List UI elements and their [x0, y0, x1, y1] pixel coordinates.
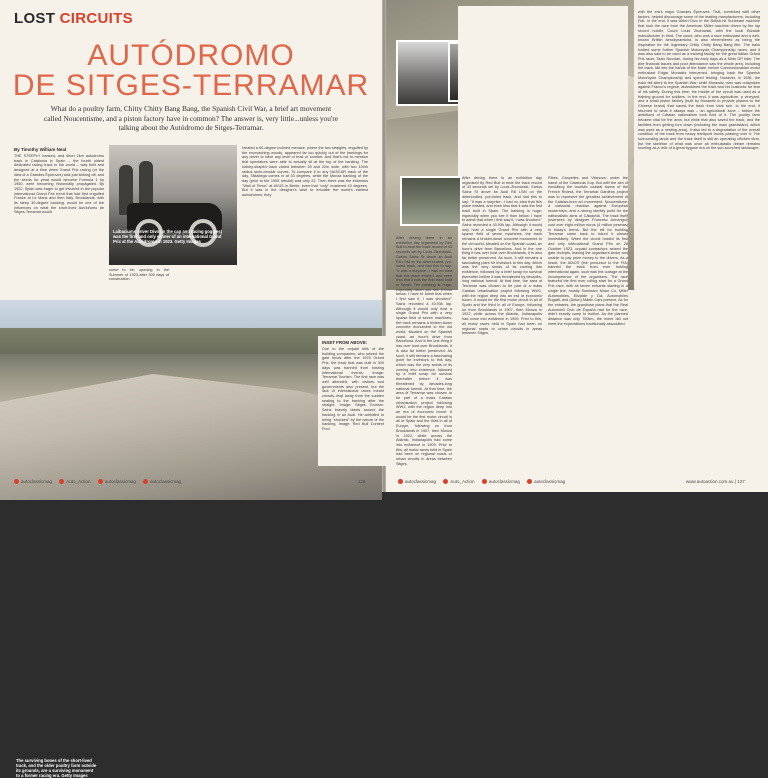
body-column-b: After driving there in an exhibition day organised by Red Bull to beat the track record of 43 seconds set by Louis Zborowski, Carlos Sainz Sr drove an Audi R8 LSM on the deteriorated, pot-holed track, and had this to say: "It was a surprise...I had no idea that this place existed, and even less that it was the first track built in Spain. The banking is huge, especially when you see it from below. I have to admit that when I first saw it, I was shocked." Sainz recorded a 43.93s lap. Although it would only host a single Grand Prix with a very sparse field of seven machines, the track remains a broken-down concrete monument to the old world, situated on the Spanish coast, an hour's drive from Barcelona. And in the one thing it has over host over Brooklands, it is also far better preserved. As such, it still remains a fascinating point for investors to this day, which was the very seeds of its coming into existence, followed by a brief scrap for survival thereafter before it was threatened by decades-long national turmoil. At that time, the area of Terramar was chosen to be part of a mass Catalan urbanisation project following WW1, with the region deep into an era of economic boom. It would be the first motor circuit in all of Spain and the third in all of Europe, following on from Brooklands in 1907, then Monza in 1922, while across the Atlantic, Indianapolis had come into existence in 1909. Prior to this, all motor races held in Spain had been on regional roads or urban circuits in areas between Sitges, — [462, 176, 542, 336]
footer-social-item — [98, 479, 136, 484]
social-icon — [98, 479, 103, 484]
social-handle: autoclassicmag — [21, 479, 53, 484]
section-prefix: LOST — [14, 10, 60, 27]
photo-caption: The surviving bones of the short-lived track, and the older poultry farm outside its grounds, are a surviving monument to a former racing era. Getty Images — [16, 758, 97, 778]
right-footer — [398, 479, 571, 484]
social-handle: autoclassicmag — [104, 479, 136, 484]
social-handle: autoclassicmag — [150, 479, 182, 484]
headline-line-1: AUTÓDROMO — [87, 39, 295, 72]
body-column-a: After driving there in an exhibition day organised by Red Bull to beat the track record of 43 seconds set by Louis Zborowski, Carlos Sainz Sr drove an Audi R8 LSM on the deteriorated, pot-holed track, and had this to say: "It was a surprise...I had no idea that this place existed, and even less that it was the first track built in Spain. The banking is huge, especially when you see it from below. I have to admit that when I first saw it, I was shocked." Sainz recorded a 43.93s lap. Although it would only host a single Grand Prix with a very sparse field of seven machines, the track remains a broken-down concrete monument to the old world, situated on the Spanish coast, an hour's drive from Barcelona. And in the one thing it has over host over Brooklands, it is also far better preserved. As such, it still remains a fascinating point for investors to this day, which was the very seeds of its coming into existence, followed by a brief scrap for survival thereafter before it was threatened by decades-long national turmoil. At that time, the area of Terramar was chosen to be part of a mass Catalan urbanisation project following WW1, with the region deep into an era of economic boom. It would be the first motor circuit in all of Spain and the third in all of Europe, following on from Brooklands in 1907, then Monza in 1922, while across the Atlantic, Indianapolis had come into existence in 1909. Prior to this, all motor races held in Spain had been on regional roads or urban circuits in areas between Sitges, — [396, 236, 452, 466]
social-icon — [482, 479, 487, 484]
social-icon — [527, 479, 532, 484]
social-handle: autoclassicmag — [405, 479, 437, 484]
social-icon — [398, 479, 403, 484]
footer-social-item — [527, 479, 565, 484]
page-folio: www.autoaction.com.au | 127 — [686, 479, 745, 484]
footer-social-item — [143, 479, 181, 484]
body-column-c: Ribes, Canyelles and Vilanova, under the name of the Catalonia Cup. But with the aim of emulating the touristic coastal towns of the French Riviera, the Terramar Gardens project was to represent the greatest achievement of the Catalan-born art movement, Noucentisme: a classicist reaction against European modernism, and a strong identity point for the nationalistic aims of Catalonia. The track itself (oversees by designer Francesc Armengol) cost over eight million euros (4 million pesetas) in today's terms. But the bill for building Terramar came back to haunt it almost immediately. When the circuit hosted its first and only international Grand Prix on 28 October 1923, unpaid contractors seized the gate receipts, leaving the organisers broke and unable to pay prize money to the drivers. As a result, the AIACR (the precursor to the FIA) banned the track from ever hosting international again, such was the outrage at the incompetence of the organisers. The race featured the first ever rolling start for a Grand Prix race, with all seven entrants starting in a single line, mostly Sunbeam Motor Co, Miller Automobiles, Elizalde y Cia, Automobiles Bugatti, and (Anton) Martin Cars present. As for the entrants, the grandiose plans that the Real Automóvil Club de España had for the race, didn't exactly come to fruition. As the planned distance was only 700km, the event did not meet the expectations traditionally associated — [548, 176, 628, 326]
left-footer — [14, 479, 187, 484]
social-handle: Auto_Action — [66, 479, 91, 484]
headline-line-2: DE SITGES-TERRAMAR — [12, 69, 370, 102]
section-label — [14, 10, 133, 27]
page-number: 126 — [358, 479, 366, 484]
footer-social-item — [59, 479, 90, 484]
section-accent: CIRCUITS — [59, 10, 133, 27]
right-page — [386, 0, 768, 492]
footer-social-item — [14, 479, 52, 484]
social-icon — [143, 479, 148, 484]
social-handle: autoclassicmag — [534, 479, 566, 484]
inset-caption-box — [318, 336, 388, 466]
social-handle: autoclassicmag — [488, 479, 520, 484]
inset-heading: INSET FROM ABOVE: — [322, 340, 368, 345]
standfirst: What do a poultry farm, Chitty Chitty Bang Bang, the Spanish Civil War, a brief art movement called Noucentisme, and a piston factory have in common? The answer is, very little...unless you're talking about the Autódromo de Sitges-Terramar. — [43, 104, 339, 133]
photo-caption: Laibaciums driver Divo (in the cap and racing goggles) was the first and only winner of an international Grand Prix at the Autódromo in 1923. Getty Images — [113, 229, 223, 244]
footer-social-item — [398, 479, 436, 484]
body-column-d: with the era's major Grandes Épreuves. That, combined with other factors, helped discourage some of the leading manufacturers, including Fiat. In the end, it was Albert Divo in the British-hit Sunbeam machine that took the race from the American Miller machine driven by the lap record holder, Count Louis Zborowski, with the local Elizalde manufacturer in third. The count, who was a race enthusiast and a well-known British aerodynamicist, is also remembered as being the inspiration for the legendary Chitty Chitty Bang Bang film. The track hosted some further Spanish Motorcycle Championship races, and it was also said to be used as a training facility for the great Italian Grand Prix racer, Tazio Nuvolari, during his early days as a Moto GP rider. The dire financial issues and poor attendance saw the whole area, including the track, fall into the hands of the state, before Czechoslovakian motor enthusiast Edgar Morawitz intervened, bringing back the Spanish Motorcycle Championship and speed testing. However, in 1936, the track fell silent to the Spanish War, while Morawitz, who was outspoken against Franco's regime, abandoned the track and his business for fear of his safety. During this time, the middle of the circuit was used as a training ground for soldiers. In the end, it was agriculture, a vineyard, and a small piston factory (built by Morawitz to provide pistons to the Chinese brand) that saved the track from total ruin. In the end, it returned to what it always was – an agricultural zone – before the ambitions of Catalan nationalism took hold of it. The poultry farm became vital for the area, but while that also saved the track, and the facilities from getting torn down (including the main grandstand, which was used as a nesting area), it also led to a degradation of the overall condition of the track from heavy transport trucks passing over it. The surrounding lands and the track itself is still an operating chicken farm, but the skeleton of what was once an enthusiastic dream remains looming as a relic of a great bygone era on the sun-scorched landscape. — [638, 10, 760, 151]
footer-social-item — [443, 479, 474, 484]
vintage-race-car-photo — [109, 145, 237, 265]
body-column-3: created a 60-degree inclined menace, where the two straights, engulfed by the encroaching woods, appeared far too quickly out of the bankings for any driver to have any level of trust or comfort. And that's not to mention that spectators were able to actually sit at the top of the banking. The kidney-shaped track varied between 18 and 22m wide, with two 100m radius semi-circular curves. To compare it to any NASCAR track of the day, Talladega comes in at 33 degrees, while the Monza banking of the day (prior to the 1955 rebuild) was only 22. Then there was the infamous "Wall of Terror" at AVUS in Berlin, even that "only" mustered 43 degrees. But it was in the designer's wish to emulate the world's earliest autodromes, they — [242, 146, 368, 198]
footer-social-item — [482, 479, 520, 484]
body-column-2: come to be, opening in the Summer of 1923 after 300 days of construction. — [109, 268, 169, 282]
social-handle: Auto_Action — [450, 479, 475, 484]
social-icon — [14, 479, 19, 484]
social-icon — [443, 479, 448, 484]
social-icon — [59, 479, 64, 484]
inset-photo-audi — [400, 176, 462, 226]
byline: By Timothy William Neal — [14, 147, 67, 152]
inset-body: Due to the unpaid bills of the building companies, who seized the gate funds after the 1923 Grand Prix, the track that was built in 300 days was banned from hosting international events. Image: Terramar Tourism. The first race was well attended, with visitors and governments also present, but the lack of international races meant crowds drop away from the sudden seating to the banking after the straight. Image: Sitges Tourism. Sainz bravely blasts around the banking in an Audi. He admitted to being "shocked" by the nature of the banking. Image: Red Bull Content Pool — [322, 347, 384, 431]
body-column-1: THE STEEPLY banked, and short 2km autodromo track in Catalonia in Spain – the fourth oldest dedicated racing track in the world – was built and designed at a time when Grand Prix racing (or the idea of a Grandes Épreuves) was just kicking off, and the seeds for what would become Formula 1 by 1950, were becoming historically propagated. By 1922, Spain was eager to get involved in the popular international Grand Prix trend that had first engulfed France at Le Mans and then Italy. Brooklands, with its steep 30-degree banking, would be one of the influences on what the short-lived Autódromo de Sitges-Terramar would — [14, 154, 104, 215]
